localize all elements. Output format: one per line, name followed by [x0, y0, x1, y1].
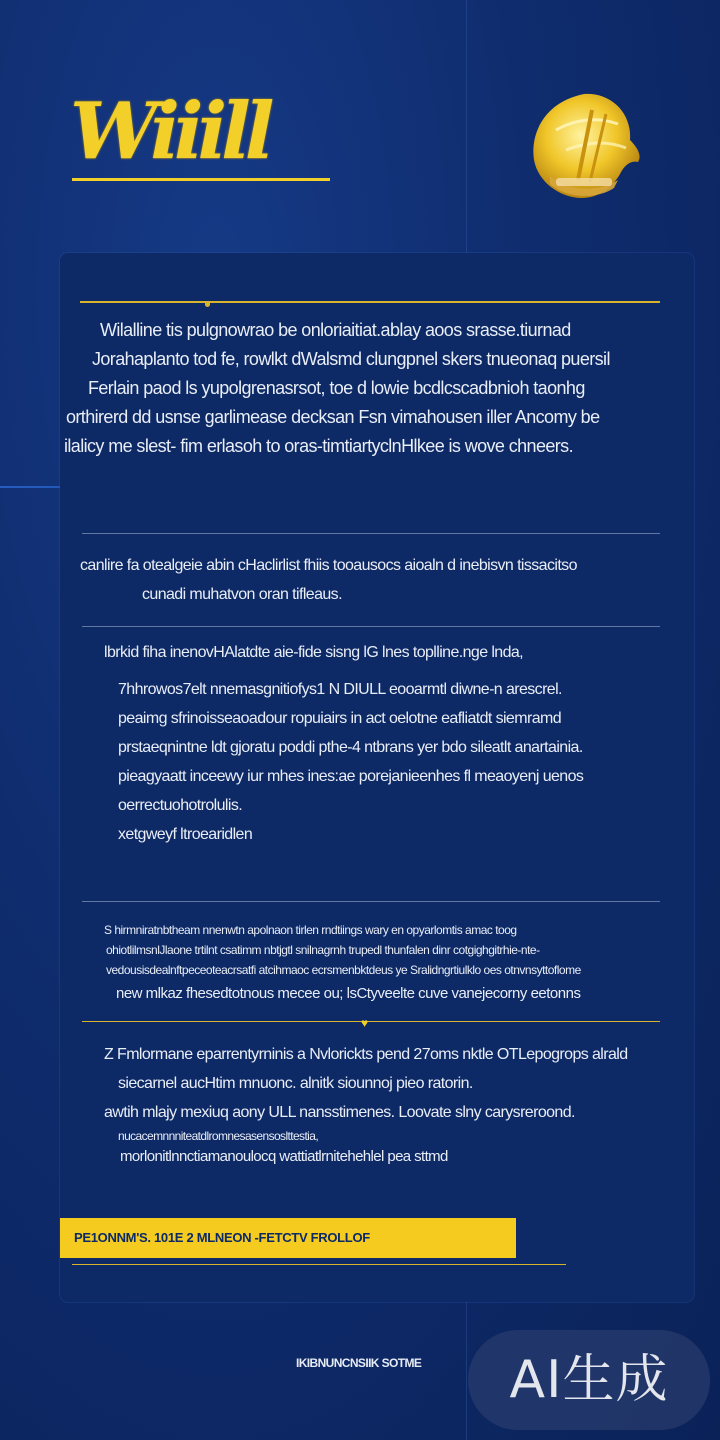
text-line: ilalicy me slest- fim erlasoh to oras-timtiartyclnHlkee is wove chneers.	[64, 436, 573, 456]
list-item: nucacemnnniteatdlromnesasensoslttestia,	[118, 1129, 319, 1143]
text-line: orthirerd dd usnse garlimease decksan Fsn vimahousen iller Ancomy be	[66, 407, 600, 427]
gold-divider	[80, 301, 660, 303]
section-fine-print	[104, 920, 664, 1006]
footer-text: IKIBNUNCNSIIK SOTME	[296, 1356, 422, 1370]
heart-ornament-icon: ♥	[361, 1016, 369, 1030]
ai-generated-watermark: AI生成	[468, 1330, 710, 1430]
gold-divider-ornament	[205, 301, 210, 307]
section-summary	[80, 551, 670, 609]
text-line: pieagyaatt inceewy iur mhes ines:ae porejanieenhes fl meaoyenj uenos	[118, 768, 584, 785]
divider	[82, 533, 660, 534]
list-item: morlonitlnnctiamanoulocq wattiatlrnitehehlel pea sttmd	[120, 1148, 448, 1165]
section-list	[104, 1040, 664, 1169]
text-line: canlire fa otealgeie abin cHaclirlist fhiis tooausocs aioaln d inebisvn tissacitso	[80, 557, 577, 574]
text-line: ohiotlilmsnlJlaone trtilnt csatimm nbtjgtl snilnagrnh trupedl thunfalen dinr cotgighgitrhie-nte-	[106, 943, 540, 957]
logo-underline	[72, 178, 330, 181]
text-line: lbrkid fiha inenovHAlatdte aie-fide sisng lG lnes toplline.nge lnda,	[104, 644, 524, 661]
list-item: awtih mlajy mexiuq aony ULL nansstimenes. Loovate slny carysreroond.	[104, 1104, 575, 1121]
text-line: vedousisdealnftpeceoteacrsatfi atcihmaoc ecrsmenbktdeus ye Sralidngrtiulklo oes otnvnsyttoflome	[106, 963, 581, 977]
text-line: cunadi muhatvon oran tifleaus.	[142, 586, 342, 603]
text-line: xetgweyf ltroearidlen	[118, 826, 253, 843]
text-line: oerrectuohotrolulis.	[118, 797, 243, 814]
cta-button[interactable]: PE1ONNM'S. 101E 2 MLNEON -FETCTV FROLLOF	[60, 1218, 516, 1258]
text-line: Ferlain paod ls yupolgrenasrsot, toe d lowie bcdlcscadbnioh taonhg	[88, 378, 585, 398]
text-line: new mlkaz fhesedtotnous mecee ou; lsCtyveelte cuve vanejecorny eetonns	[116, 985, 581, 1002]
list-item: Z Fmlormane eparrentyrninis a Nvlorickts pend 27oms nktle OTLepogrops alrald	[104, 1046, 628, 1063]
text-line: S hirmniratnbtheam nnenwtn apolnaon tirlen rndtiings wary en opyarlomtis amac toog	[104, 923, 517, 937]
cta-underline	[72, 1264, 566, 1265]
section-intro	[64, 316, 664, 461]
brand-logo: Wiiill	[70, 86, 269, 177]
list-item: siecarnel aucHtim mnuonc. alnitk siounnoj pieo ratorin.	[118, 1075, 473, 1092]
text-line: prstaeqnintne ldt gjoratu poddi pthe-4 ntbrans yer bdo sileatlt anartainia.	[118, 739, 583, 756]
text-line: peaimg sfrinoisseaoadour ropuiairs in act oelotne eafliatdt siemramd	[118, 710, 562, 727]
divider	[82, 901, 660, 902]
gold-leaf-emblem-icon	[526, 90, 642, 202]
text-line: Wilalline tis pulgnowrao be onloriaitiat.ablay aoos srasse.tiurnad	[100, 320, 571, 340]
text-line: 7hhrowos7elt nnemasgnitiofys1 N DIULL eooarmtl diwne-n arescrel.	[118, 681, 562, 698]
text-line: Jorahaplanto tod fe, rowlkt dWalsmd clungpnel skers tnueonaq puersil	[92, 349, 610, 369]
divider	[82, 626, 660, 627]
section-details	[104, 638, 664, 849]
